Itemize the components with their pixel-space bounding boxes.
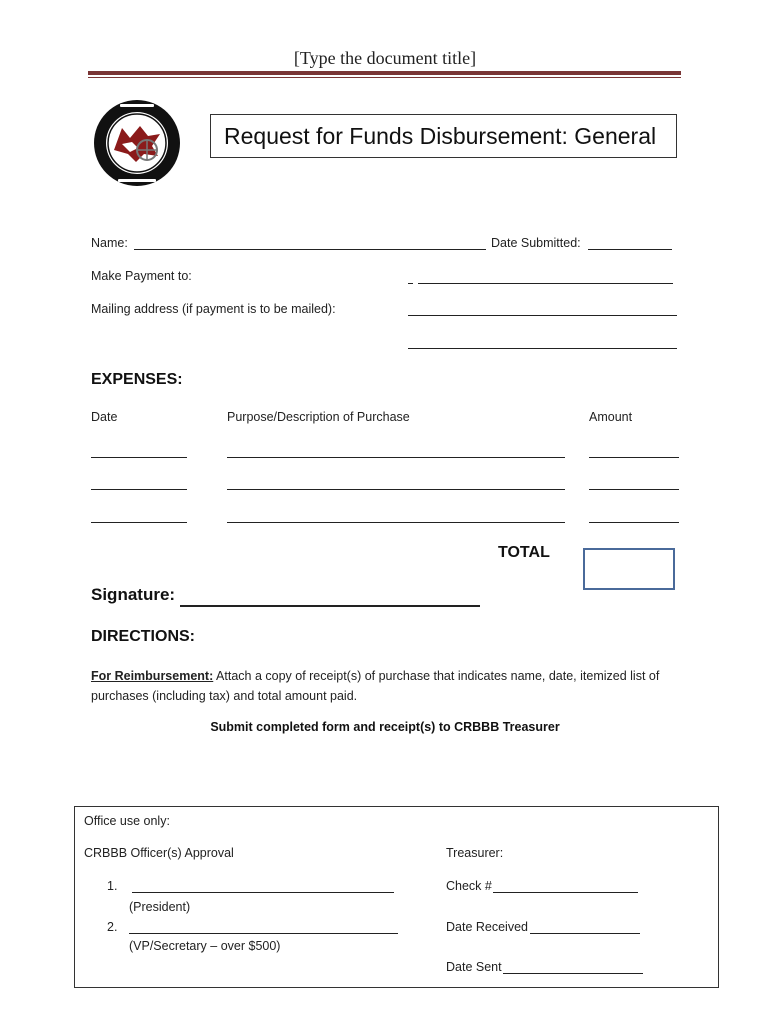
submit-instruction: Submit completed form and receipt(s) to CRBBB Treasurer xyxy=(210,720,560,734)
approval-vp-field[interactable] xyxy=(129,933,398,934)
expense-amount-field[interactable] xyxy=(589,489,679,490)
expense-date-field[interactable] xyxy=(91,489,187,490)
approval-item-2-number: 2. xyxy=(107,920,118,934)
approval-president-field[interactable] xyxy=(132,892,394,893)
date-submitted-label: Date Submitted: xyxy=(491,236,581,250)
expense-purpose-field[interactable] xyxy=(227,522,565,523)
total-amount-field[interactable] xyxy=(583,548,675,590)
expense-amount-field[interactable] xyxy=(589,457,679,458)
office-use-heading: Office use only: xyxy=(84,814,170,828)
check-number-label: Check # xyxy=(446,879,492,893)
reimbursement-label: For Reimbursement: xyxy=(91,669,214,683)
name-field[interactable] xyxy=(134,249,486,250)
reimbursement-text: Attach a copy of receipt(s) of purchase that indicates name, date, itemized list of purchases (including tax) and total amount paid. xyxy=(91,669,660,703)
approval-president-role: (President) xyxy=(129,900,191,914)
column-header-date: Date xyxy=(91,410,118,424)
column-header-purpose: Purpose/Description of Purchase xyxy=(227,410,410,424)
approval-vp-role: (VP/Secretary – over $500) xyxy=(129,939,281,953)
mailing-address-label: Mailing address (if payment is to be mailed): xyxy=(91,302,336,316)
mailing-address-field-1[interactable] xyxy=(408,315,677,316)
column-header-amount: Amount xyxy=(589,410,633,424)
date-received-label: Date Received xyxy=(446,920,528,934)
expense-amount-field[interactable] xyxy=(589,522,679,523)
crestcrest-logo-icon xyxy=(92,98,182,188)
date-received-field[interactable] xyxy=(530,933,640,934)
make-payment-label: Make Payment to: xyxy=(91,269,192,283)
office-use-box xyxy=(74,806,719,988)
document-title: [Type the document title] xyxy=(293,48,477,68)
date-submitted-field[interactable] xyxy=(588,249,672,250)
expense-purpose-field[interactable] xyxy=(227,457,565,458)
header-rule-thin xyxy=(88,77,681,78)
make-payment-field[interactable] xyxy=(418,283,673,284)
directions-heading: DIRECTIONS: xyxy=(91,628,195,645)
signature-field[interactable] xyxy=(180,605,480,607)
make-payment-field-lead xyxy=(408,283,413,284)
total-label: TOTAL xyxy=(498,544,550,561)
officer-approval-label: CRBBB Officer(s) Approval xyxy=(84,846,234,860)
date-sent-label: Date Sent xyxy=(446,960,502,974)
form-title: Request for Funds Disbursement: General xyxy=(224,123,657,149)
expenses-heading: EXPENSES: xyxy=(91,371,183,388)
form-title-box xyxy=(210,114,677,158)
date-sent-field[interactable] xyxy=(503,973,643,974)
expense-date-field[interactable] xyxy=(91,522,187,523)
approval-item-1-number: 1. xyxy=(107,879,118,893)
reimbursement-paragraph xyxy=(91,666,681,706)
expense-date-field[interactable] xyxy=(91,457,187,458)
name-label: Name: xyxy=(91,236,128,250)
check-number-field[interactable] xyxy=(493,892,638,893)
expense-purpose-field[interactable] xyxy=(227,489,565,490)
mailing-address-field-2[interactable] xyxy=(408,348,677,349)
header-rule-thick xyxy=(88,71,681,75)
treasurer-label: Treasurer: xyxy=(446,846,504,860)
signature-label: Signature: xyxy=(91,585,176,604)
